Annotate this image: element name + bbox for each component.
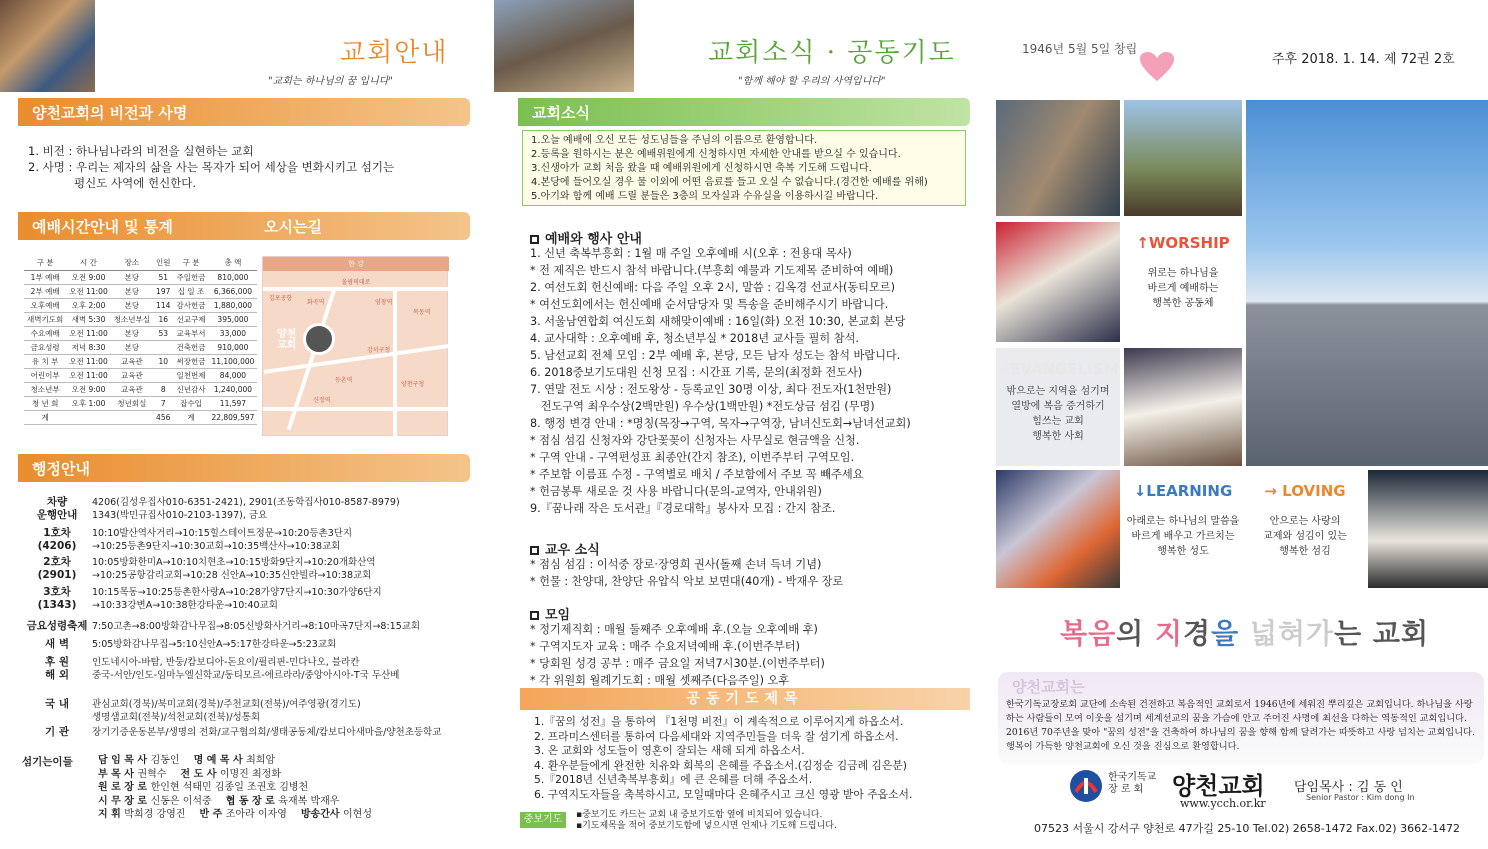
church-name: 양천교회 [1172,772,1265,800]
staff-role: 방송간사 [300,809,343,820]
table-cell: 건축헌금 [173,340,208,354]
slogan-char: 혀 [1277,617,1306,650]
map-place-label: 양천구청 [401,381,425,388]
table-cell: 22,809,597 [208,410,257,424]
slogan-char [1144,617,1155,650]
table-header-cell: 구 분 [24,256,66,270]
table-row [24,298,257,312]
table-cell: 114 [153,298,174,312]
table-cell: 오전 9:00 [66,270,111,284]
admin-row [22,527,472,553]
table-cell: 본당 [111,284,153,298]
meet-list [530,621,825,689]
admin-key: 차량 운행안내 [36,496,78,521]
tile-learning [1124,470,1242,588]
staff-row [98,768,478,782]
staff-names: 육재복 박재우 [278,795,340,807]
table-cell: 1,880,000 [208,298,257,312]
table-cell: 수요예배 [24,326,66,340]
map-place-label: 목동역 [413,309,431,316]
slogan-char: 복 [1060,617,1089,650]
table-cell: 본당 [111,270,153,284]
admin-value: 10:10발산역사거리→10:15힐스테이트정문→10:20등촌3단지 →10:25등촌9단지→10:30교회→10:35백산사→10:38교회 [92,528,353,552]
table-cell: 써장헌금 [173,354,208,368]
admin-row [22,726,472,739]
about-text: 한국기독교장로회 교단에 소속된 건전하고 복음적인 교회로서 1946년에 세워진 뿌리깊은 교회입니다. 하나님을 사랑하는 사람들이 모여 이웃을 섬기며 세계선교의 꿈을 가슴에 안고 주어진 사명에 최선을 다하는 역동적인 교회입니다. 2016년 70주년을 맞아 "꿈의 성전"을 건축하여 하나님의 꿈을 향해 함께 달려가는 따뜻하고 사랑 넘치는 교회입니다. 행복이 가득한 양천교회에 오신 것을 진심으로 환영합니다. [1006,699,1475,752]
event-item: 1. 신년 축복부흥회 : 1월 매 주일 오후예배 시(오후 : 전용대 목사) [530,247,852,260]
news-item: 2.등록을 원하시는 분은 예배위원에게 신청하시면 자세한 안내를 받으실 수 있습니다. [531,149,901,160]
table-row [24,410,257,424]
admin-row [22,638,472,651]
event-item: 9.『꿈나래 작은 도서관』『경로대학』봉사자 모집 : 간지 참조. [530,502,836,515]
tile-loving-desc: 안으로는 사랑의 교제와 섬김이 있는 행복한 섬김 [1263,516,1347,557]
slogan-char: 지 [1154,617,1183,650]
table-cell: 910,000 [208,340,257,354]
admin-key: 후 원 해 외 [45,656,69,681]
table-cell: 84,000 [208,368,257,382]
mission-line: 2. 사명 : 우리는 제자의 삶을 사는 목자가 되어 세상을 변화시키고 섬기는 [28,160,395,174]
admin-value: 5:05방화감나무집→5:10신안A→5:17한강타운→5:23교회 [92,639,337,650]
mission-line-2: 평신도 사역에 헌신한다. [74,176,197,190]
table-cell: 선교구제 [173,312,208,326]
denomination: 한국기독교 장 로 회 [1108,772,1157,795]
table-cell: 오후예배 [24,298,66,312]
map-title: 오시는길 [264,218,322,236]
intercede-notes [576,810,837,832]
event-item: * 점심 섬김 신청자와 강단꽃꽂이 신청자는 사무실로 현금액을 신청. [530,434,860,447]
table-row [24,396,257,410]
photo-graduation [1124,348,1242,466]
staff-names: 박희경 강영진 [124,809,186,820]
table-cell: 새벽 5:30 [66,312,111,326]
table-row [24,382,257,396]
tile-worship [1124,222,1242,342]
table-cell: 33,000 [208,326,257,340]
table-cell: 청 년 회 [24,396,66,410]
meet-item: * 정기제직회 : 매월 둘째주 오후예배 후.(오늘 오후예배 후) [530,623,818,636]
worship-title: 예배시간안내 및 통계 [32,218,173,236]
photo-outing [1124,100,1242,216]
admin-value: 4206(김성우집사010-6351-2421), 2901(조동학집사010-8587-8979) 1343(박민규집사010-2103-1397), 금요 [92,497,400,521]
staff-names: 권혁수 [137,768,167,780]
staff-role: 협 동 장 로 [225,795,279,807]
slogan-char: 는 [1334,617,1363,650]
table-cell: 오전 9:00 [66,382,111,396]
table-cell [153,340,174,354]
prayer-list [534,715,912,802]
founded-date: 1946년 5월 5일 창립 [1022,42,1138,56]
photo-church-building [1246,100,1488,466]
table-cell: 금요성령 [24,340,66,354]
meet-item: * 구역지도자 교육 : 매주 수요저녁예배 후.(이번주부터) [530,640,800,653]
church-logo-icon [1070,770,1102,802]
table-cell: 1,240,000 [208,382,257,396]
table-cell: 197 [153,284,174,298]
staff-names: 신동은 이석중 [150,795,212,807]
table-cell: 오전 11:00 [66,368,111,382]
slogan-char [1362,617,1373,650]
table-cell: 교육관 [111,382,153,396]
table-cell: 51 [153,270,174,284]
issue-info: 주후 2018. 1. 14. 제 72권 2호 [1272,52,1455,67]
event-item: * 주보함 이름표 수정 - 구역별로 배치 / 주보함에서 주보 꼭 빼주세요 [530,468,864,481]
intercede-item: ▪중보기도 카드는 교회 내 중보기도함 옆에 비치되어 있습니다. [576,810,823,820]
section-news: 교회소식 [518,98,970,126]
address: 07523 서울시 강서구 양천로 47가길 25-10 Tel.02) 2658-1472 Fax.02) 3662-1472 [1034,822,1461,835]
map-place-label: 강서구청 [367,347,391,354]
admin-key: 금요성령축제 [26,620,88,632]
admin-value: 10:05방화한미A→10:10치현초→10:15방화9단지→10:20개화산역 →10:25공항감리교회→10:28 신안A→10:35신안빌라→10:38교회 [92,557,376,581]
admin-value: 7:50고촌→8:00방화감나무집→8:05신방화사거리→8:10마곡7단지→8:15교회 [92,621,421,632]
intercede-item: ▪기도제목을 적어 중보기도함에 넣으시면 언제나 기도해 드립니다. [576,821,837,831]
tile-evangelism-heading: →EVANGELISM [997,360,1119,378]
page-title: 교회안내 [340,38,449,68]
meet-item: * 당회원 성경 공부 : 매주 금요일 저녁7시30분.(이번주부터) [530,657,825,670]
table-row [24,284,257,298]
staff-role: 반 주 [199,809,226,820]
motto: "함께 해야 할 우리의 사역입니다" [738,76,886,87]
map-place-label: 김포공항 [269,295,293,302]
table-cell: 본당 [111,340,153,354]
staff-role: 전 도 사 [180,768,220,780]
slogan-char: 가 [1306,617,1335,650]
table-cell: 6,366,000 [208,284,257,298]
admin-key: 2호차 (2901) [37,556,77,581]
admin-value: 10:15목동→10:25등촌한사랑A→10:28가양7단지→10:30가양6단지 →10:33강변A→10:38한강타운→10:40교회 [92,587,382,611]
map-place-label: 신정역 [313,397,331,404]
admin-key: 1호차 (4206) [37,527,77,552]
admin-key: 새 벽 [45,638,69,650]
church-url[interactable]: www.ycch.or.kr [1180,797,1266,810]
table-header-cell: 구 분 [173,256,208,270]
admin-value: 인도네시아-바탐, 반둥/캄보디아-돈요이/필리핀-민다나오, 블라칸 중국-서안/인도-임마누엘신학교/동티모르-에르라라/중앙아시아-T국 두산베 [92,657,400,681]
table-row [24,270,257,284]
admin-key: 국 내 [45,698,69,710]
worship-stats-table [24,256,257,425]
event-item: * 전 제직은 반드시 참석 바랍니다.(부흥회 예물과 기도제목 준비하여 예배) [530,264,894,277]
table-cell: 십 일 조 [173,284,208,298]
event-item: 전도구역 최우수상(2백만원) 우수상(1백만원) *전도상금 섬김 (무명) [530,400,875,413]
vision-line: 1. 비전 : 하나님나라의 비전을 실현하는 교회 [28,144,254,158]
table-cell: 교육관 [111,354,153,368]
staff-row [98,808,478,822]
news-item: 1.오늘 예배에 오신 모든 성도님들을 주님의 이름으로 환영합니다. [531,135,818,146]
tile-loving-heading: → LOVING [1264,482,1346,500]
staff-row [98,781,478,795]
event-item: * 여선도회에서는 헌신예배 순서담당자 및 특송을 준비해주시기 바랍니다. [530,298,889,311]
event-item: * 헌금봉투 새로운 것 사용 바랍니다(문의-교역자, 안내위원) [530,485,822,498]
slogan-char: 넓 [1249,617,1278,650]
event-item: 3. 서울남연합회 여신도회 새해맞이예배 : 16일(화) 오전 10:30, 본교회 본당 [530,315,906,328]
table-header-cell: 인원 [153,256,174,270]
map-place-label: 화곡역 [307,299,325,306]
table-row [24,354,257,368]
news-item: 5.아기와 함께 예배 드릴 분들은 3층의 모자실과 수유실을 이용하시길 바랍니다. [531,191,879,202]
table-cell [66,410,111,424]
event-item: 7. 연말 전도 시상 : 전도왕상 - 등록교인 30명 이상, 최다 전도자(1천만원) [530,383,892,396]
admin-row [22,496,472,522]
admin-row [22,556,472,582]
table-cell [111,410,153,424]
slogan [1060,612,1429,652]
photo-congregation [0,0,95,92]
tile-worship-desc: 위로는 하나님을 바르게 예배하는 행복한 공동체 [1147,268,1219,309]
table-row [24,340,257,354]
about-box [998,672,1484,764]
table-cell: 교육부서 [173,326,208,340]
tile-evangelism [996,348,1120,466]
photo-fellowship [996,100,1120,216]
tile-learning-desc: 아래로는 하나님의 말씀을 바르게 배우고 가르치는 행복한 성도 [1126,516,1240,557]
staff-role: 시 무 장 로 [98,795,151,807]
table-cell: 16 [153,312,174,326]
meet-title: 모임 [545,608,571,623]
table-cell: 오전 11:00 [66,354,111,368]
table-cell: 본당 [111,298,153,312]
church-marker-icon [303,323,335,355]
event-item: * 구역 안내 - 구역편성표 최종안(간지 참조), 이번주부터 구역모임. [530,451,855,464]
section-admin: 행정안내 [18,454,470,482]
table-cell: 1부 예배 [24,270,66,284]
prayer-item: 1.『꿈의 성전』을 통하여 『1천명 비전』이 계속적으로 이루어지게 하옵소서. [534,715,904,728]
table-cell: 잡수입 [173,396,208,410]
table-cell: 오전 11:00 [66,326,111,340]
slogan-char [1239,617,1250,650]
staff-names: 조아라 이자영 [225,809,287,820]
staff-role: 명 예 목 사 [193,755,247,766]
event-item: 4. 교사대학 : 오후예배 후, 청소년부실 * 2018년 교사들 필히 참석. [530,332,859,345]
table-cell: 2부 예배 [24,284,66,298]
prayer-title: 공동기도제목 [520,688,970,710]
prayer-item: 4. 환우분들에게 완전한 치유와 회복의 은혜를 주옵소서.(김정순 김금례 김은분) [534,758,907,772]
staff-names: 최희암 [246,755,276,766]
section-worship [18,212,470,240]
admin-key: 3호차 (1343) [37,586,77,611]
table-cell: 청년회실 [111,396,153,410]
staff-role: 담 임 목 사 [98,755,151,766]
photo-sanctuary [996,470,1120,588]
table-header-cell: 장소 [111,256,153,270]
events-list [530,245,911,517]
friends-title: 교우 소식 [545,543,600,558]
admin-row [22,698,472,724]
table-row [24,312,257,326]
about-title: 양천교회는 [1012,678,1085,696]
vision-text [28,143,468,191]
prayer-item: 5.『2018년 신년축복부흥회』에 큰 은혜를 더해 주옵소서. [534,773,813,786]
table-cell: 본당 [111,326,153,340]
staff-row [98,754,478,768]
motto: "교회는 하나님의 꿈 입니다" [268,76,393,87]
prayer-item: 6. 구역지도자들을 축복하시고, 모일때마다 은혜주시고 크신 영광 받아 주옵소서. [534,787,913,801]
slogan-char: 경 [1183,617,1212,650]
panel-church-guide [0,0,492,849]
table-header-cell: 시 간 [66,256,111,270]
slogan-char: 의 [1116,617,1145,650]
table-cell: 신년감사 [173,382,208,396]
slogan-char: 음 [1088,617,1117,650]
map-place-label: 염창역 [375,299,393,306]
table-cell: 7 [153,396,174,410]
tile-worship-heading: ↑WORSHIP [1136,234,1230,252]
tile-evangelism-desc: 밖으로는 지역을 섬기며 열방에 복음 증거하기 힘쓰는 교회 행복한 사회 [1006,386,1110,442]
prayer-item: 3. 온 교회와 성도들이 영혼이 잘되는 새해 되게 하옵소서. [534,744,805,757]
senior-pastor-en: Senior Pastor : Kim dong In [1306,793,1415,802]
intercede-label: 중보기도 [520,812,566,828]
table-cell: 810,000 [208,270,257,284]
friend-item: * 헌물 : 찬양대, 찬양단 유압식 악보 보면대(40개) - 박재우 장로 [530,575,844,588]
table-cell: 일천번제 [173,368,208,382]
staff-label: 섬기는이들 [22,756,73,768]
news-item: 3.신생아가 교회 처음 왔을 때 예배위원에게 신청하시면 축복 기도해 드립니다. [531,163,872,174]
table-cell: 오후 2:00 [66,298,111,312]
heart-icon [1140,52,1174,82]
slogan-char: 교 [1372,617,1401,650]
table-cell: 주일헌금 [173,270,208,284]
section-vision: 양천교회의 비전과 사명 [18,98,470,126]
event-item: 6. 2018중보기도대원 신청 모집 : 시간표 기록, 문의(최정화 전도사) [530,366,863,379]
meet-item: * 각 위원회 월례기도회 : 매월 셋째주(다음주일) 오후 [530,674,790,687]
table-cell: 새벽기도회 [24,312,66,326]
table-cell: 오후 1:00 [66,396,111,410]
table-cell: 53 [153,326,174,340]
slogan-char: 회 [1400,617,1429,650]
table-cell: 오전 11:00 [66,284,111,298]
table-cell: 8 [153,382,174,396]
table-cell: 456 [153,410,174,424]
admin-row [22,656,472,682]
photo-choir [494,0,634,92]
table-cell: 어린이부 [24,368,66,382]
admin-value: 장기기증운동본부/생명의 전화/교구협의회/생태공동체/캄보디아새마을/양천초등학교 [92,727,442,738]
table-cell: 11,597 [208,396,257,410]
table-row [24,326,257,340]
tile-loving [1246,470,1364,588]
table-cell: 감사헌금 [173,298,208,312]
staff-role: 원 로 장 로 [98,782,151,793]
map-place-label: 등촌역 [335,377,353,384]
road-label: 올림픽대로 [341,279,371,286]
staff-names: 김동인 [150,755,180,766]
table-cell: 계 [24,410,66,424]
event-item: 2. 여선도회 헌신예배: 다음 주일 오후 2시, 말씀 : 김옥경 선교사(동티모르) [530,281,895,294]
table-cell: 저녁 8:30 [66,340,111,354]
photo-choir-robes [1368,470,1488,588]
news-box [522,130,966,206]
friend-item: * 점심 섬김 : 이석중 장로·장영희 권사(돌째 손녀 득녀 기념) [530,558,822,571]
staff-names: 이명진 최정화 [219,768,281,780]
events-title: 예배와 행사 안내 [545,232,642,247]
table-cell: 11,100,000 [208,354,257,368]
friends-list [530,556,843,590]
event-item: 8. 행정 변경 안내 : *명칭(목장→구역, 목자→구역장, 남녀신도회→남녀선교회) [530,417,911,430]
admin-key: 기 관 [45,726,69,738]
location-map [262,256,448,436]
church-map-label: 양천 교회 [277,329,297,351]
admin-row [22,620,472,633]
table-cell: 계 [173,410,208,424]
admin-row [22,586,472,612]
staff-role: 부 목 사 [98,768,138,780]
prayer-item: 2. 프라미스센터를 통하여 다음세대와 지역주민들을 더욱 잘 섬기게 하옵소서. [534,729,899,743]
news-item: 4.본당에 들어오실 경우 물 이외에 어떤 음료를 들고 오실 수 없습니다.(경건한 예배를 위해) [531,177,928,188]
table-cell: 395,000 [208,312,257,326]
table-cell: 유 치 부 [24,354,66,368]
admin-value: 관심교회(경북)/북미교회(경북)/주천교회(전북)/여주영광(경기도) 생명샘교회(전북)/석천교회(전북)/성통회 [92,699,361,723]
staff-list [98,754,478,822]
table-cell: 청소년부 [24,382,66,396]
page-title: 교회소식 · 공동기도 [708,38,956,68]
event-item: 5. 남선교회 전체 모임 : 2부 예배 후, 본당, 모든 남자 성도는 참석 바랍니다. [530,349,901,362]
senior-pastor: 담임목사 : 김 동 인 [1294,780,1403,795]
staff-names: 한인현 석태민 김종일 조권호 김병천 [150,782,309,793]
staff-row [98,795,478,809]
tile-learning-heading: ↓LEARNING [1133,482,1233,500]
table-row [24,368,257,382]
photo-worship [996,222,1120,342]
table-cell [153,368,174,382]
staff-role: 지 휘 [98,809,125,820]
table-cell: 교육관 [111,368,153,382]
table-cell: 10 [153,354,174,368]
slogan-char: 을 [1211,617,1240,650]
river-label: 한 강 [263,257,449,271]
staff-names: 이현성 [343,809,372,820]
table-cell: 청소년부실 [111,312,153,326]
table-header-cell: 총 액 [208,256,257,270]
